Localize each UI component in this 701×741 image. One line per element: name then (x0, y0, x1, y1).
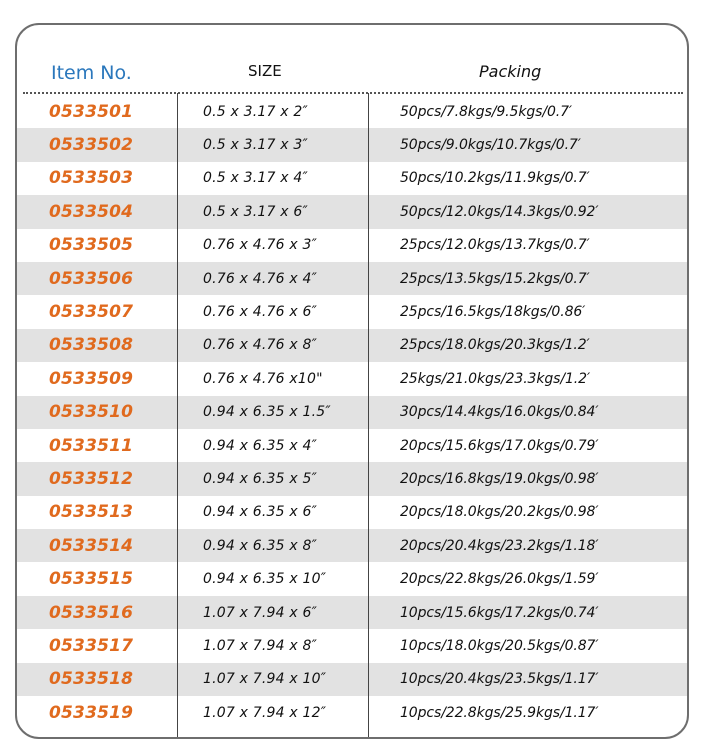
packing-cell: 20pcs/20.4kgs/23.2kgs/1.18′ (400, 537, 599, 554)
packing-cell: 10pcs/20.4kgs/23.5kgs/1.17′ (400, 671, 599, 688)
packing-cell: 25kgs/21.0kgs/23.3kgs/1.2′ (400, 370, 591, 387)
column-divider-2 (368, 93, 369, 737)
item-number-cell: 0533509 (49, 368, 134, 389)
size-cell: 0.5 x 3.17 x 3″ (203, 137, 308, 154)
packing-cell: 10pcs/22.8kgs/25.9kgs/1.17′ (400, 704, 599, 721)
item-number-cell: 0533514 (49, 535, 134, 556)
item-number-cell: 0533508 (49, 335, 134, 356)
table-row (17, 696, 687, 729)
packing-cell: 10pcs/15.6kgs/17.2kgs/0.74′ (400, 604, 599, 621)
packing-cell: 10pcs/18.0kgs/20.5kgs/0.87′ (400, 637, 599, 654)
packing-cell: 50pcs/12.0kgs/14.3kgs/0.92′ (400, 203, 599, 220)
size-cell: 0.76 x 4.76 x 3″ (203, 237, 318, 254)
table-row (17, 362, 687, 395)
packing-cell: 25pcs/16.5kgs/18kgs/0.86′ (400, 304, 586, 321)
item-number-cell: 0533503 (49, 168, 134, 189)
packing-cell: 20pcs/22.8kgs/26.0kgs/1.59′ (400, 571, 599, 588)
size-cell: 0.76 x 4.76 x 4″ (203, 270, 318, 287)
item-number-cell: 0533502 (49, 135, 134, 156)
packing-cell: 50pcs/7.8kgs/9.5kgs/0.7′ (400, 103, 572, 120)
table-row (17, 195, 687, 228)
table-row (17, 562, 687, 595)
table-header (17, 25, 687, 92)
item-number-cell: 0533504 (49, 201, 134, 222)
table-row (17, 128, 687, 161)
size-cell: 0.94 x 6.35 x 8″ (203, 537, 318, 554)
header-item-no: Item No. (51, 62, 132, 84)
table-body (17, 95, 687, 729)
size-cell: 0.76 x 4.76 x10" (203, 370, 323, 387)
size-cell: 0.94 x 6.35 x 6″ (203, 504, 318, 521)
size-cell: 0.5 x 3.17 x 6″ (203, 203, 308, 220)
size-cell: 1.07 x 7.94 x 6″ (203, 604, 318, 621)
table-row (17, 396, 687, 429)
table-row (17, 496, 687, 529)
packing-cell: 30pcs/14.4kgs/16.0kgs/0.84′ (400, 404, 599, 421)
item-number-cell: 0533512 (49, 468, 134, 489)
item-number-cell: 0533516 (49, 602, 134, 623)
item-number-cell: 0533519 (49, 702, 134, 723)
item-number-cell: 0533517 (49, 635, 134, 656)
table-row (17, 262, 687, 295)
packing-cell: 25pcs/12.0kgs/13.7kgs/0.7′ (400, 237, 590, 254)
table-row (17, 629, 687, 662)
size-cell: 1.07 x 7.94 x 12″ (203, 704, 327, 721)
size-cell: 1.07 x 7.94 x 8″ (203, 637, 318, 654)
item-number-cell: 0533513 (49, 502, 134, 523)
packing-cell: 25pcs/18.0kgs/20.3kgs/1.2′ (400, 337, 590, 354)
packing-cell: 20pcs/18.0kgs/20.2kgs/0.98′ (400, 504, 599, 521)
size-cell: 0.5 x 3.17 x 4″ (203, 170, 308, 187)
item-number-cell: 0533506 (49, 268, 134, 289)
size-cell: 0.94 x 6.35 x 1.5″ (203, 404, 331, 421)
table-row (17, 529, 687, 562)
item-number-cell: 0533511 (49, 435, 134, 456)
table-row (17, 329, 687, 362)
product-table (15, 23, 689, 739)
table-row (17, 663, 687, 696)
table-row (17, 429, 687, 462)
packing-cell: 20pcs/16.8kgs/19.0kgs/0.98′ (400, 470, 599, 487)
size-cell: 1.07 x 7.94 x 10″ (203, 671, 327, 688)
size-cell: 0.76 x 4.76 x 8″ (203, 337, 318, 354)
table-row (17, 295, 687, 328)
size-cell: 0.94 x 6.35 x 4″ (203, 437, 318, 454)
size-cell: 0.94 x 6.35 x 10″ (203, 571, 327, 588)
item-number-cell: 0533510 (49, 402, 134, 423)
size-cell: 0.76 x 4.76 x 6″ (203, 304, 318, 321)
item-number-cell: 0533515 (49, 569, 134, 590)
packing-cell: 20pcs/15.6kgs/17.0kgs/0.79′ (400, 437, 599, 454)
header-size: SIZE (248, 62, 282, 80)
size-cell: 0.94 x 6.35 x 5″ (203, 470, 318, 487)
packing-cell: 50pcs/9.0kgs/10.7kgs/0.7′ (400, 137, 581, 154)
item-number-cell: 0533518 (49, 669, 134, 690)
header-packing: Packing (479, 62, 542, 81)
table-row (17, 162, 687, 195)
item-number-cell: 0533501 (49, 101, 134, 122)
packing-cell: 25pcs/13.5kgs/15.2kgs/0.7′ (400, 270, 590, 287)
column-divider-1 (177, 93, 178, 737)
table-row (17, 462, 687, 495)
table-row (17, 596, 687, 629)
packing-cell: 50pcs/10.2kgs/11.9kgs/0.7′ (400, 170, 590, 187)
item-number-cell: 0533507 (49, 302, 134, 323)
item-number-cell: 0533505 (49, 235, 134, 256)
table-row (17, 229, 687, 262)
table-row (17, 95, 687, 128)
header-divider (23, 92, 683, 94)
size-cell: 0.5 x 3.17 x 2″ (203, 103, 308, 120)
